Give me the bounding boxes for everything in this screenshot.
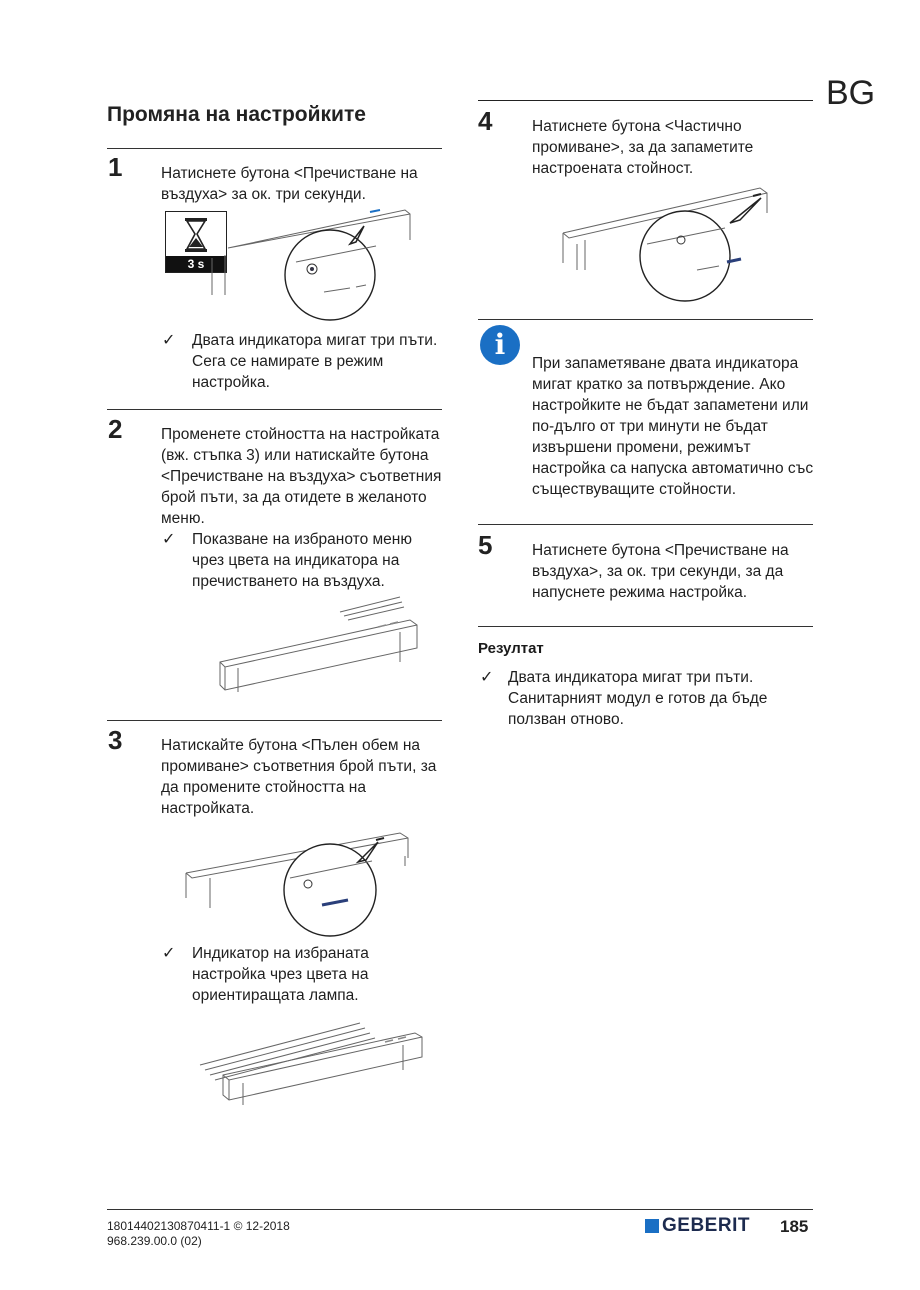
result-text: Двата индикатора мигат три пъти. Санитарният модул е готов да бъде ползван отново.: [508, 669, 768, 728]
footer-doc-code: 968.239.00.0 (02): [107, 1234, 202, 1248]
step-2-number: 2: [108, 414, 123, 444]
result-heading: Резултат: [478, 640, 544, 657]
header-rule: [478, 100, 813, 101]
step-1-result: Двата индикатора мигат три пъти. Сега се намирате в режим настройка.: [192, 332, 438, 391]
result-rule: [478, 626, 813, 627]
step-3-result: Индикатор на избраната настройка чрез цвета на ориентиращата лампа.: [192, 945, 369, 1004]
step-2-rule: [107, 409, 442, 410]
step-4-illustration: [555, 178, 775, 303]
step-3-result-illustration: [195, 1015, 430, 1110]
info-text: При запаметяване двата индикатора мигат кратко за потвърждение. Ако настройките не бъдат запаметени или по-дълго от три минути не бъдат извършени промени, режимът настройка са напуска автоматично със съществуващите стойности.: [532, 355, 814, 498]
language-code: BG: [826, 74, 876, 112]
step-1-number: 1: [108, 152, 123, 182]
step-4-number: 4: [478, 106, 493, 136]
check-icon: ✓: [480, 669, 494, 686]
footer-doc-id: 18014402130870411-1 © 12-2018: [107, 1219, 290, 1233]
info-rule: [478, 319, 813, 320]
step-3-number: 3: [108, 725, 123, 755]
step-5-number: 5: [478, 530, 493, 560]
brand-logo-square: [645, 1219, 659, 1233]
step-2-illustration: [210, 592, 430, 697]
timer-label: 3 s: [166, 256, 226, 272]
info-icon: i: [480, 325, 520, 365]
step-1-rule: [107, 148, 442, 149]
step-1-text: Натиснете бутона <Пречистване на въздуха> за ок. три секунди.: [161, 165, 418, 203]
check-icon: ✓: [162, 945, 176, 962]
step-4-text: Натиснете бутона <Частично промиване>, за да запаметите настроената стойност.: [532, 118, 754, 177]
step-1-illustration: [200, 200, 430, 325]
step-5-rule: [478, 524, 813, 525]
page-number: 185: [780, 1217, 809, 1236]
step-2-result: Показване на избраното меню чрез цвета на индикатора на пречистването на въздуха.: [192, 531, 412, 590]
step-3-text: Натискайте бутона <Пълен обем на промиване> съответния брой пъти, за да промените стойността на настройката.: [161, 737, 437, 817]
footer-rule: [107, 1209, 813, 1210]
step-3-rule: [107, 720, 442, 721]
page-title: Промяна на настройките: [107, 103, 366, 126]
step-5-text: Натиснете бутона <Пречистване на въздуха>, за ок. три секунди, за да напуснете режима настройка.: [532, 542, 789, 601]
brand-logo: GEBERIT: [662, 1215, 750, 1236]
check-icon: ✓: [162, 332, 176, 349]
step-2-text: Променете стойността на настройката (вж. стъпка 3) или натискайте бутона <Пречистване на въздуха> съответния брой пъти, за да отидете в желаното меню.: [161, 426, 442, 527]
check-icon: ✓: [162, 531, 176, 548]
step-3-illustration: [180, 828, 430, 938]
